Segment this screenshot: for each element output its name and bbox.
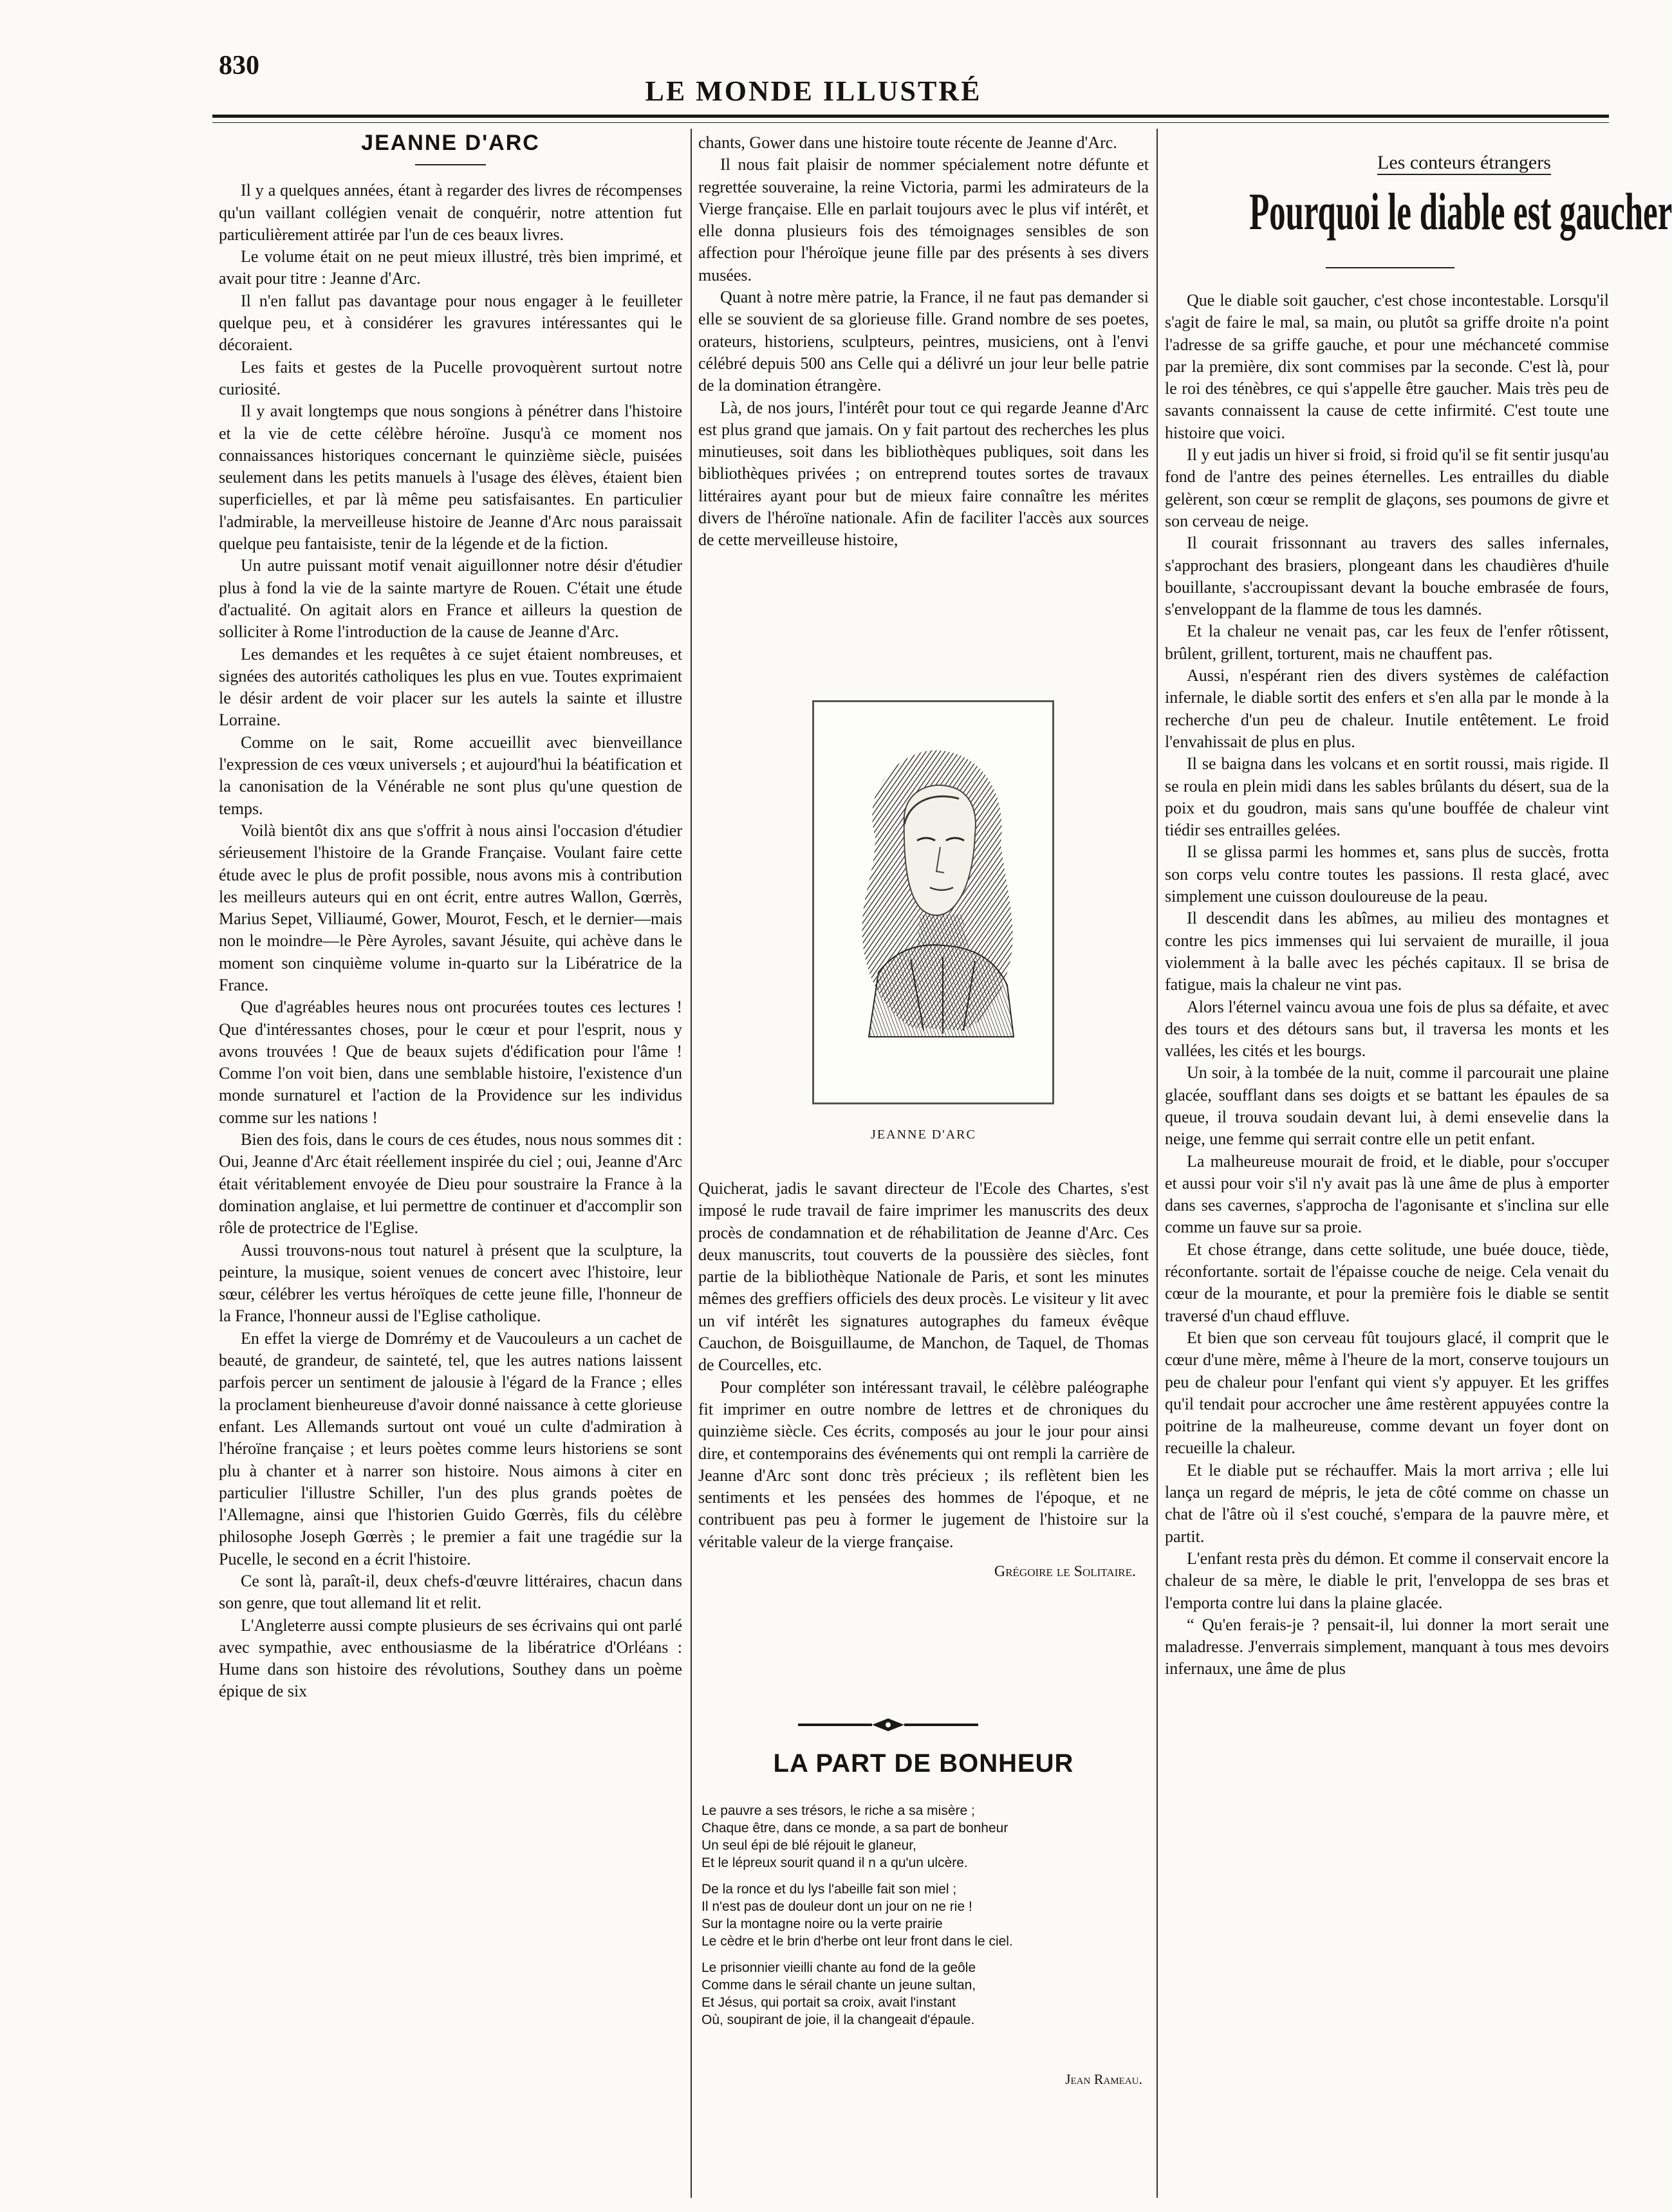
header-rule-thin (212, 122, 1609, 123)
poem-line: Et le lépreux sourit quand il n a qu'un ulcère. (701, 1855, 968, 1870)
paragraph: Bien des fois, dans le cours de ces études, nous nous sommes dit : Oui, Jeanne d'Arc était réellement inspirée du ciel ; oui, Jeanne d'Arc était véritablement envoyée de Dieu pour soustraire la France à la domination anglaise, et lui permettre de continuer et d'accomplir son rôle de protectrice de l'Eglise. (219, 1130, 682, 1238)
paragraph: Il y eut jadis un hiver si froid, si froid qu'il se fit sentir jusqu'au fond de l'antre des peines éternelles. Les entrailles du diable gelèrent, son cœur se remplit de glaçons, ses poumons de givre et son cerveau de neige. (1165, 445, 1609, 530)
page-number: 830 (219, 51, 259, 80)
paragraph: Que le diable soit gaucher, c'est chose incontestable. Lorsqu'il s'agit de faire le mal, sa main, ou plutôt sa griffe droite n'a point l'adresse de sa griffe gauche, et pour une méchanceté commise par la première, dix sont commises par la seconde. C'est là, pour le roi des ténèbres, ce qui s'appelle être gaucher. Mais très peu de savants connaissent la cause de cette infirmité. C'est toute une histoire que voici. (1165, 291, 1609, 442)
paragraph: “ Qu'en ferais-je ? pensait-il, lui donner la mort serait une maladresse. J'enverrais simplement, manquant à tous mes devoirs infernaux, une âme de plus (1165, 1615, 1609, 1678)
poem-line: De la ronce et du lys l'abeille fait son miel ; (701, 1882, 957, 1897)
poem-line: Chaque être, dans ce monde, a sa part de bonheur (701, 1821, 1008, 1836)
paragraph: Les demandes et les requêtes à ce sujet étaient nombreuses, et signées des autorités catholiques les plus en vue. Toutes exprimaient le désir ardent de voir placer sur les autels la sainte et illustre Lorraine. (219, 644, 682, 730)
article-title: JEANNE D'ARC (361, 131, 540, 155)
article-diable (1165, 290, 1609, 1680)
paragraph: Et chose étrange, dans cette solitude, une buée douce, tiède, réconfortante. sortait de l'épaisse couche de neige. Cela venait du cœur de la mourante, et pour la première fois le diable se sentit traversé d'un chaud effluve. (1165, 1240, 1609, 1325)
poem (701, 1802, 1146, 2038)
paragraph: Ce sont là, paraît-il, deux chefs-d'œuvre littéraires, chacun dans son genre, que tout allemand lit et relit. (219, 1572, 682, 1613)
neck (917, 915, 969, 947)
paragraph: Pour compléter son intéressant travail, le célèbre paléographe fit imprimer en outre nombre de lettres et de chroniques du quinzième siècle. Ces écrits, composés au jour le jour pour ainsi dire, et contemporains des événements qui ont rempli la carrière de Jeanne d'Arc sont donc très précieux ; ils reflètent bien les sentiments et les pensées des hommes de l'époque, et ne contribuent pas peu à former le jugement de l'histoire sur la véritable valeur de la vierge française. (698, 1377, 1149, 1551)
poem-line: Et Jésus, qui portait sa croix, avait l'instant (701, 1995, 956, 2010)
poem-line: Où, soupirant de joie, il la changeait d'épaule. (701, 2012, 975, 2027)
title-rule (415, 164, 486, 165)
divider-ornament (792, 1717, 985, 1733)
paragraph: Et le diable put se réchauffer. Mais la mort arriva ; elle lui lança un regard de mépris, le jeta de côté comme on chasse un chat de l'âtre où il s'est couché, s'empara de la pauvre mère, et partit. (1165, 1460, 1609, 1546)
article-jeanne-col1 (219, 132, 682, 1703)
portrait-illustration (812, 700, 1054, 1104)
article-title: Pourquoi le diable est gaucher (1249, 182, 1672, 241)
paragraph: Il courait frissonnant au travers des salles infernales, s'approchant des brasiers, plongeant dans les chaudières d'huile bouillante, s'accroupissant devant la bouche embrasée de fours, s'enveloppant de la flamme de tous les damnés. (1165, 534, 1609, 619)
poem-line: Le prisonnier vieilli chante au fond de la geôle (701, 1960, 976, 1975)
paragraph: Voilà bientôt dix ans que s'offrit à nous ainsi l'occasion d'étudier sérieusement l'histoire de la Grande Française. Voulant faire cette étude avec le plus de profit possible, nous avons mis à contribution les meilleurs auteurs qui en ont écrit, entre autres Wallon, Gœrrès, Marius Sepet, Villiaumé, Gower, Mourot, Fesch, et le dernier—mais non le moindre—le Père Ayroles, savant Jésuite, qui achève dans le moment son cinquième volume in-quarto sur la Libératrice de la France. (219, 821, 682, 994)
poem-line: Comme dans le sérail chante un jeune sultan, (701, 1978, 976, 1993)
paragraph: Et la chaleur ne venait pas, car les feux de l'enfer rôtissent, brûlent, grillent, torturent, mais ne chauffent pas. (1165, 622, 1609, 663)
article-signature: Grégoire le Solitaire. (994, 1563, 1136, 1581)
poem-line: Il n'est pas de douleur dont un jour on ne rie ! (701, 1899, 972, 1914)
poem-line: Le pauvre a ses trésors, le riche a sa misère ; (701, 1803, 975, 1818)
column-divider (1156, 129, 1158, 2198)
paragraph: La malheureuse mourait de froid, et le diable, pour s'occuper et aussi pour voir s'il n'y avait pas là une âme de plus à emporter dans ses cavernes, s'approcha de l'agonisante et s'inclina sur elle comme un fauve sur sa proie. (1165, 1151, 1609, 1237)
poem-signature: Jean Rameau. (1064, 2071, 1142, 2087)
section-kicker: Les conteurs étrangers (1377, 152, 1551, 175)
header-rule (212, 115, 1609, 118)
paragraph: Là, de nos jours, l'intérêt pour tout ce qui regarde Jeanne d'Arc est plus grand que jamais. On y fait partout des recherches les plus minutieuses, soit dans les bibliothèques publiques, soit dans les bibliothèques privées ; on entreprend toutes sortes de travaux littéraires ayant pour but de mieux faire connaître les mérites divers de l'héroïne nationale. Afin de faciliter l'accès aux sources de cette merveilleuse histoire, (698, 398, 1149, 550)
paragraph: Les faits et gestes de la Pucelle provoquèrent surtout notre curiosité. (219, 357, 682, 398)
poem-line: Un seul épi de blé réjouit le glaneur, (701, 1838, 916, 1853)
paragraph: Il y avait longtemps que nous songions à pénétrer dans l'histoire et la vie de cette célèbre héroïne. Jusqu'à ce moment nos connaissances historiques concernant le quinzième siècle, puisées seulement dans les petits manuels à l'usage des élèves, étaient bien superficielles, et par là même peu satisfaisantes. En particulier l'admirable, la merveilleuse histoire de Jeanne d'Arc nous paraissait quelque peu fantaisiste, tenir de la légende et de la fiction. (219, 402, 682, 553)
paragraph: Que d'agréables heures nous ont procurées toutes ces lectures ! Que d'intéressantes choses, pour le cœur et pour l'esprit, nous y avons trouvées ! Que de beaux sujets d'édification pour l'âme ! Comme l'on voit bien, dans une semblable histoire, l'existence d'un monde surnaturel et l'action de la Providence sur les individus comme sur les nations ! (219, 998, 682, 1127)
paragraph: Alors l'éternel vaincu avoua une fois de plus sa défaite, et avec des tours et des détours sans but, il traversa les monts et les vallées, les cités et les bourgs. (1165, 997, 1609, 1061)
paragraph: Le volume était on ne peut mieux illustré, très bien imprimé, et avait pour titre : Jeanne d'Arc. (219, 247, 682, 288)
paragraph: Aussi, n'espérant rien des divers systèmes de caléfaction infernale, le diable sortit des enfers et s'en alla par le monde à la recherche d'un peu de chaleur. Inutile entêtement. Le froid l'envahissait de plus en plus. (1165, 666, 1609, 751)
portrait-engraving (814, 702, 1052, 1102)
paragraph: En effet la vierge de Domrémy et de Vaucouleurs a un cachet de beauté, de grandeur, de sainteté, tel, que les autres nations laissent parfois percer un sentiment de jalousie à l'égard de la France ; elles la proclament bienheureuse d'avoir donné naissance à cette glorieuse enfant. Les Allemands surtout ont voué un culte d'admiration à l'héroïne française ; et leurs poètes comme leurs historiens se sont plu à chanter et à narrer son histoire. Nous aimons à citer en particulier l'illustre Schiller, l'un des plus grands poètes de l'Allemagne, ainsi que l'historien Guido Gœrrès, fils du célèbre philosophe Joseph Gœrrès ; le premier a fait une tragédie sur la Pucelle, le second en a écrit l'histoire. (219, 1328, 682, 1568)
poem-title: LA PART DE BONHEUR (773, 1749, 1074, 1778)
paragraph: Il nous fait plaisir de nommer spécialement notre défunte et regrettée souveraine, la reine Victoria, parmi les admirateurs de la Vierge française. Elle en parlait toujours avec le plus vif intérêt, et elle donna plusieurs fois des témoignages sensibles de son affection pour l'héroïque jeune fille par des présents à ses divers musées. (698, 155, 1149, 284)
article-jeanne-col2-bottom (698, 1178, 1149, 1583)
paragraph: Il n'en fallut pas davantage pour nous engager à le feuilleter quelque peu, et à considérer les gravures intéressantes qui le décoraient. (219, 291, 682, 355)
paragraph: L'enfant resta près du démon. Et comme il conservait encore la chaleur de sa mère, le diable le prit, l'enveloppa de ses bras et l'emporta contre lui dans la plaine glacée. (1165, 1548, 1609, 1612)
paragraph: Il y a quelques années, étant à regarder des livres de récompenses qu'un vaillant collégien venait de conquérir, notre attention fut particulièrement attirée par l'un de ces beaux livres. (219, 181, 682, 244)
poem-stanza (701, 1881, 1146, 1950)
poem-stanza (701, 1802, 1146, 1872)
paragraph: chants, Gower dans une histoire toute récente de Jeanne d'Arc. (698, 133, 1117, 152)
paragraph: Il descendit dans les abîmes, au milieu des montagnes et contre les pics immenses qui lui servaient de muraille, il joua violemment à la balle avec les péchés capitaux. Il se brisa de fatigue, mais la chaleur ne vint pas. (1165, 909, 1609, 994)
title-rule (1326, 267, 1454, 268)
paragraph: L'Angleterre aussi compte plusieurs de ses écrivains qui ont parlé avec sympathie, avec enthousiasme de la libératrice d'Orléans : Hume dans son histoire des révolutions, Southey dans un poème épique de six (219, 1615, 682, 1701)
paragraph: Il se baigna dans les volcans et en sortit roussi, mais rigide. Il se roula en plein midi dans les sables brûlants du désert, sua de la poix et du goudron, mais sans qu'une bouffée de chaleur vint tiédir ses entrailles gelées. (1165, 754, 1609, 840)
paragraph: Comme on le sait, Rome accueillit avec bienveillance l'expression de ces vœux universels ; et aujourd'hui la béatification et la canonisation de la Vénérable ne sont plus qu'une question de temps. (219, 732, 682, 818)
poem-line: Le cèdre et le brin d'herbe ont leur front dans le ciel. (701, 1934, 1013, 1949)
column-divider (691, 129, 692, 2198)
paragraph: Et bien que son cerveau fût toujours glacé, il comprit que le cœur d'une mère, même à l'heure de la mort, conserve toujours un peu de chaleur pour l'enfant qui vient s'y appuyer. Et les griffes qu'il tendait pour accrocher une âme restèrent appuyées contre la poitrine de la malheureuse, comme devant un foyer dont on recueille la chaleur. (1165, 1328, 1609, 1458)
paragraph: Un soir, à la tombée de la nuit, comme il parcourait une plaine glacée, soufflant dans ses doigts et se battant les épaules de sa queue, il trouva soudain devant lui, à demi ensevelie dans la neige, une femme qui serrait contre elle un petit enfant. (1165, 1063, 1609, 1149)
masthead: LE MONDE ILLUSTRÉ (645, 75, 982, 107)
image-caption: JEANNE D'ARC (871, 1128, 976, 1142)
paragraph: Quant à notre mère patrie, la France, il ne faut pas demander si elle se souvient de sa glorieuse fille. Grand nombre de ses poetes, orateurs, historiens, sculpteurs, peintres, musiciens, ont à l'envi célébré depuis 500 ans Celle qui a délivré un jour leur belle patrie de la domination étrangère. (698, 288, 1149, 395)
paragraph: Il se glissa parmi les hommes et, sans plus de succès, frotta son corps velu contre toutes les passions. Il resta glacé, avec simplement une cuisson douloureuse de la peau. (1165, 842, 1609, 906)
poem-line: Sur la montagne noire ou la verte prairie (701, 1917, 943, 1931)
poem-stanza (701, 1959, 1146, 2029)
paragraph: Un autre puissant motif venait aiguillonner notre désir d'étudier plus à fond la vie de la sainte martyre de Rouen. C'était une étude d'actualité. On agitait alors en France et ailleurs la question de solliciter à Rome l'introduction de la cause de Jeanne d'Arc. (219, 556, 682, 642)
paragraph: Quicherat, jadis le savant directeur de l'Ecole des Chartes, s'est imposé le rude travail de faire imprimer les manuscrits des deux procès de condamnation et de réhabilitation de Jeanne d'Arc. Ces deux manuscrits, tout couverts de la poussière des siècles, font partie de la bibliothèque Nationale de Paris, et sont les minutes mêmes des greffiers officiels des deux procès. Le visiteur y lit avec un vif intérêt les signatures autographes du fameux évêque Cauchon, de Boisguillaume, de Manchon, de Taquel, de Thomas de Courcelles, etc. (698, 1179, 1149, 1375)
article-jeanne-col2-top (698, 132, 1149, 552)
paragraph: Aussi trouvons-nous tout naturel à présent que la sculpture, la peinture, la musique, soient venues de concert avec l'histoire, leur sœur, célébrer les vertus héroïques de cette jeune fille, l'honneur de la France, l'honneur aussi de l'Eglise catholique. (219, 1240, 682, 1326)
